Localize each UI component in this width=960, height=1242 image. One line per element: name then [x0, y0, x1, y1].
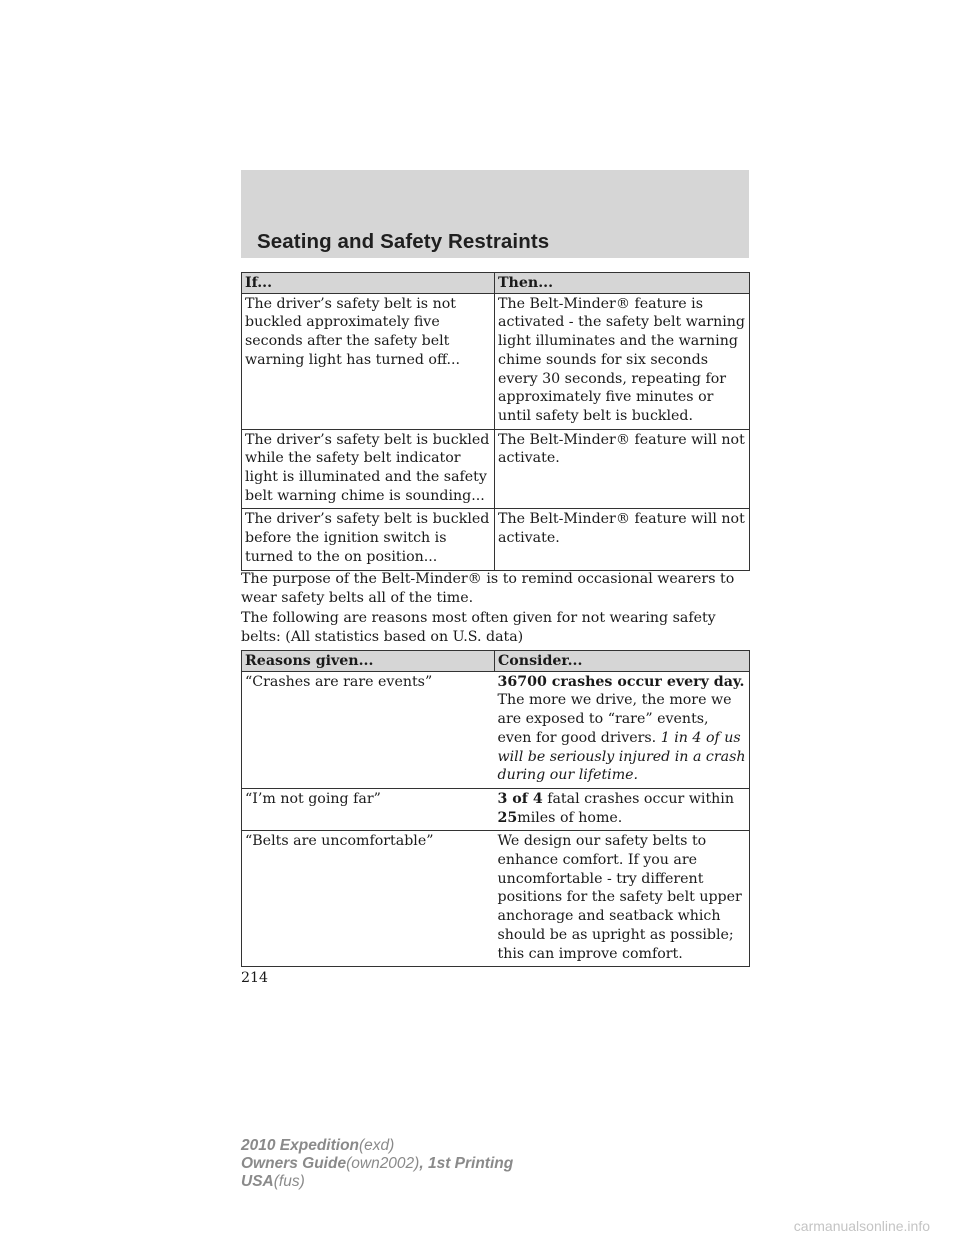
table-row — [242, 509, 750, 570]
consider-cell — [495, 788, 750, 830]
footer-line-2 — [241, 1155, 513, 1173]
table-header-row — [242, 273, 750, 294]
condition-cell: The driver’s safety belt is buckled while the safety belt indicator light is illuminated and the safety belt warning chime is sounding... — [242, 429, 495, 509]
consider-cell: We design our safety belts to enhance comfort. If you are uncomfortable - try different positions for the safety belt upper anchorage and seatback which should be as upright as possible; this can improve comfort. — [495, 831, 750, 967]
section-title: Seating and Safety Restraints — [257, 230, 550, 253]
reason-cell: “Belts are uncomfortable” — [242, 831, 495, 967]
reasons-intro-paragraph: The following are reasons most often given for not wearing safety belts: (All statistics based on U.S. data) — [241, 610, 716, 645]
consider-text: miles of home. — [517, 809, 623, 826]
table-row — [242, 293, 750, 429]
footer-market: USA — [241, 1173, 274, 1190]
watermark: carmanualsonline.info — [793, 1218, 930, 1234]
page-number: 214 — [241, 970, 269, 986]
footer-model-code: (exd) — [359, 1137, 395, 1154]
column-header-consider: Consider... — [495, 651, 750, 672]
purpose-paragraph: The purpose of the Belt-Minder® is to remind occasional wearers to wear safety belts all of the time. — [241, 571, 735, 606]
fatal-ratio: 3 of 4 — [497, 790, 543, 807]
footer-printing: , 1st Printing — [419, 1155, 514, 1172]
belt-minder-conditions-table — [241, 272, 750, 571]
consider-cell — [495, 671, 750, 788]
condition-cell: The driver’s safety belt is buckled before the ignition switch is turned to the on position... — [242, 509, 495, 570]
footer-line-1 — [241, 1137, 513, 1155]
table-row — [242, 831, 750, 967]
section-header-band — [241, 170, 749, 258]
reason-cell: “Crashes are rare events” — [242, 671, 495, 788]
footer-guide: Owners Guide — [241, 1155, 347, 1172]
result-cell: The Belt-Minder® feature is activated - the safety belt warning light illuminates and the warning chime sounds for six seconds every 30 seconds, repeating for approximately five minutes or until safety belt is buckled. — [495, 293, 750, 429]
injury-statistic: 1 in 4 of us will be seriously injured in a crash during our lifetime. — [497, 729, 746, 784]
result-cell: The Belt-Minder® feature will not activate. — [495, 429, 750, 509]
column-header-if: If... — [242, 273, 495, 294]
table-row — [242, 429, 750, 509]
consider-text: fatal crashes occur within — [547, 790, 734, 807]
crash-statistic: 36700 crashes occur every day. — [497, 673, 745, 690]
condition-cell: The driver’s safety belt is not buckled approximately five seconds after the safety belt warning light has turned off... — [242, 293, 495, 429]
table-row — [242, 671, 750, 788]
print-footer — [241, 1137, 513, 1191]
table-row — [242, 788, 750, 830]
table-header-row — [242, 651, 750, 672]
footer-guide-code: (own2002) — [346, 1155, 420, 1172]
footer-market-code: (fus) — [273, 1173, 305, 1190]
footer-model: 2010 Expedition — [241, 1137, 360, 1154]
reasons-table — [241, 650, 750, 967]
consider-text: The more we drive, the more we are exposed to “rare” events, even for good drivers. — [497, 692, 732, 746]
reason-cell: “I’m not going far” — [242, 788, 495, 830]
distance-value: 25 — [497, 809, 518, 826]
column-header-then: Then... — [495, 273, 750, 294]
column-header-reasons: Reasons given... — [242, 651, 495, 672]
footer-line-3 — [241, 1173, 513, 1191]
result-cell: The Belt-Minder® feature will not activate. — [495, 509, 750, 570]
